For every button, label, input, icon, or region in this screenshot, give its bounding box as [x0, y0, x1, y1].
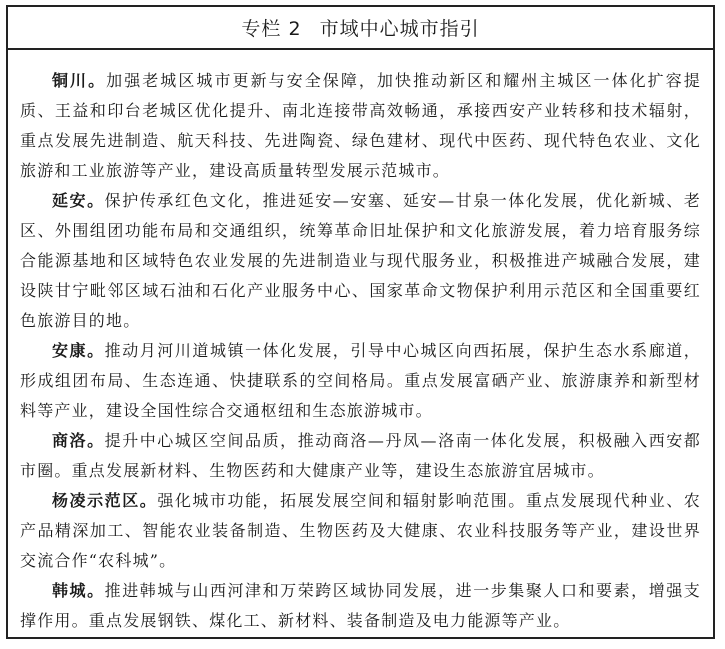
- city-description: 强化城市功能，拓展发展空间和辐射影响范围。重点发展现代种业、农产品精深加工、智能农业装备制造、生物医药及大健康、农业科技服务等产业，建设世界交流合作“农科城”。: [20, 491, 702, 570]
- city-paragraph-ankang: [20, 336, 701, 426]
- city-name: 韩城。: [52, 581, 105, 600]
- city-name: 铜川。: [52, 71, 107, 90]
- box-content: [8, 50, 713, 636]
- city-description: 推进韩城与山西河津和万荣跨区域协同发展，进一步集聚人口和要素，增强支撑作用。重点发展钢铁、煤化工、新材料、装备制造及电力能源等产业。: [20, 581, 701, 630]
- city-paragraph-hancheng: [20, 576, 701, 636]
- box-title-text: 市域中心城市指引: [319, 18, 480, 40]
- city-paragraph-tongchuan: [20, 66, 701, 186]
- city-paragraph-yanan: [20, 186, 701, 336]
- city-paragraph-yangling: [20, 486, 701, 576]
- city-name: 杨凌示范区。: [52, 491, 158, 510]
- city-name: 安康。: [52, 341, 105, 360]
- city-paragraph-shangluo: [20, 426, 701, 486]
- box-number: 专栏 2: [241, 18, 302, 40]
- city-description: 加强老城区城市更新与安全保障，加快推动新区和耀州主城区一体化扩容提质、王益和印台老城区优化提升、南北连接带高效畅通，承接西安产业转移和技术辐射，重点发展先进制造、航天科技、先进陶瓷、绿色建材、现代中医药、现代特色农业、文化旅游和工业旅游等产业，建设高质量转型发展示范城市。: [20, 71, 701, 180]
- sidebar-box: [6, 5, 715, 639]
- city-name: 延安。: [52, 191, 105, 210]
- box-title: [8, 7, 713, 50]
- city-description: 保护传承红色文化，推进延安—安塞、延安—甘泉一体化发展，优化新城、老区、外围组团功能布局和交通组织，统筹革命旧址保护和文化旅游发展，着力培育服务综合能源基地和区域特色农业发展的先进制造业与现代服务业，积极推进产城融合发展，建设陕甘宁毗邻区域石油和石化产业服务中心、国家革命文物保护利用示范区和全国重要红色旅游目的地。: [20, 191, 701, 330]
- city-name: 商洛。: [52, 431, 105, 450]
- city-description: 推动月河川道城镇一体化发展，引导中心城区向西拓展，保护生态水系廊道，形成组团布局、生态连通、快捷联系的空间格局。重点发展富硒产业、旅游康养和新型材料等产业，建设全国性综合交通枢纽和生态旅游城市。: [20, 341, 701, 420]
- city-description: 提升中心城区空间品质，推动商洛—丹凤—洛南一体化发展，积极融入西安都市圈。重点发展新材料、生物医药和大健康产业等，建设生态旅游宜居城市。: [20, 431, 701, 480]
